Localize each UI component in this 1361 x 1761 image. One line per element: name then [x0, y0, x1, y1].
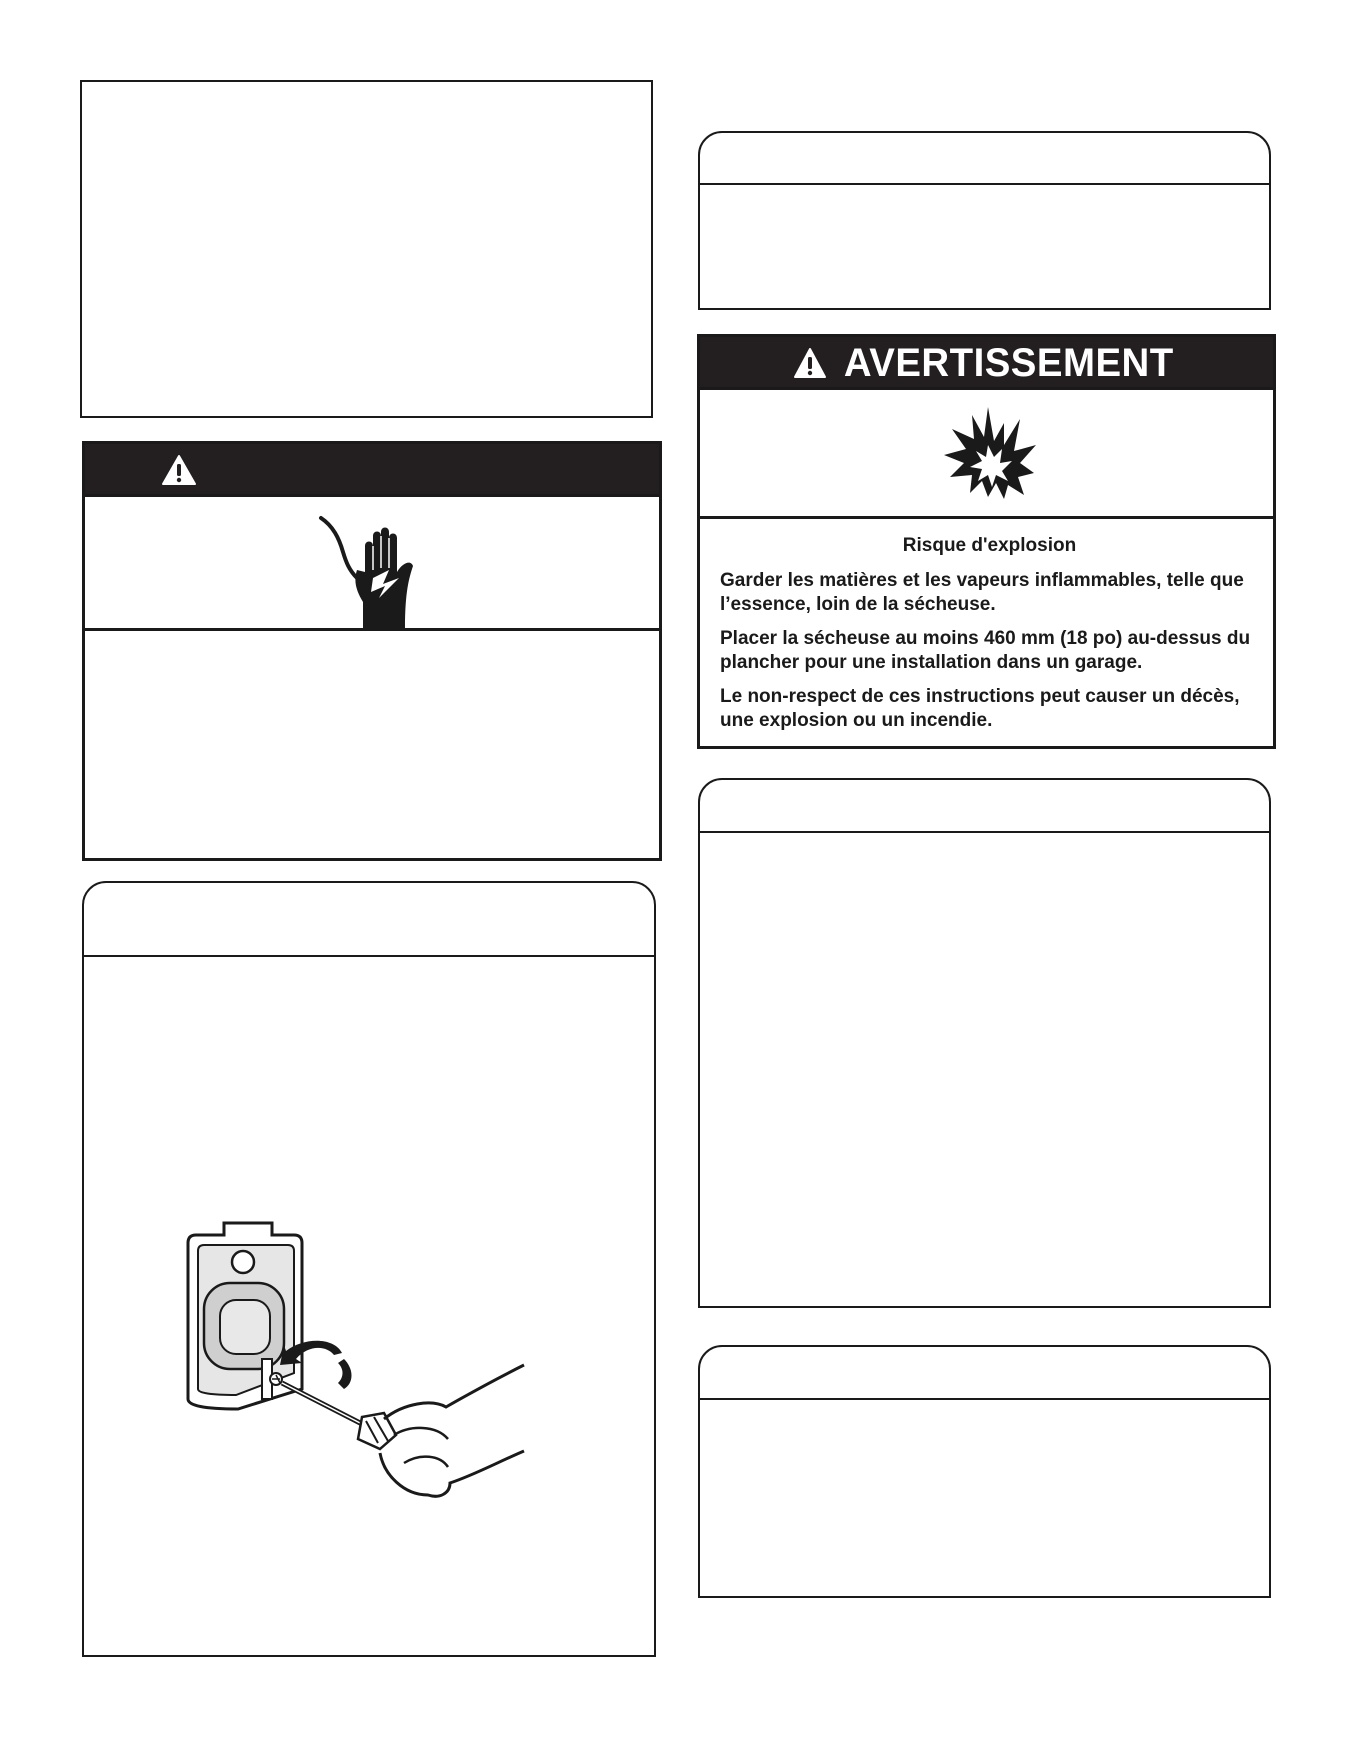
bottom-right-section-box — [698, 1345, 1271, 1598]
explosion-warning-box — [697, 334, 1276, 749]
top-right-section-box — [698, 131, 1271, 310]
electric-shock-hand-icon — [313, 512, 425, 628]
warning-paragraph: Placer la sécheuse au moins 460 mm (18 po) au-dessus du plancher pour une installation dans un garage. — [720, 628, 1251, 673]
screwdriver-cover-illustration — [184, 1213, 584, 1503]
warning-triangle-icon — [793, 347, 827, 379]
shock-warning-header — [85, 444, 659, 497]
shock-warning-box — [82, 441, 662, 861]
explosion-icon — [942, 405, 1038, 501]
illustration-section-box — [82, 881, 656, 1657]
warning-paragraph: Garder les matières et les vapeurs inflammables, telle que l’essence, loin de la sécheuse. — [720, 570, 1244, 615]
middle-right-section-box — [698, 778, 1271, 1308]
risk-label: Risque d'explosion — [902, 535, 1077, 556]
warning-body — [720, 534, 1259, 743]
warning-title: AVERTISSEMENT — [843, 340, 1174, 385]
blank-info-box — [80, 80, 653, 418]
warning-paragraph: Le non-respect de ces instructions peut causer un décès, une explosion ou un incendie. — [720, 686, 1240, 731]
warning-triangle-icon — [161, 454, 197, 486]
explosion-warning-header — [700, 337, 1273, 389]
